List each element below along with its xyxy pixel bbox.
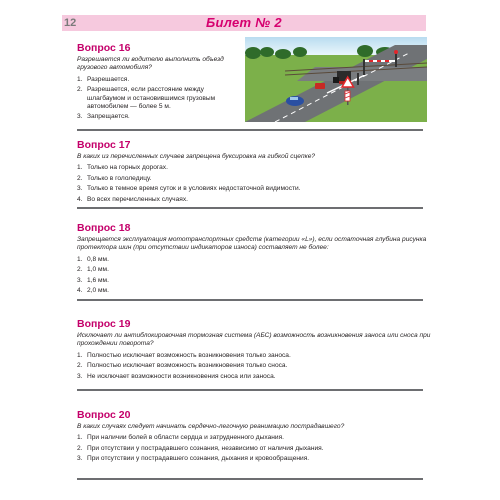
answer-option[interactable]: 2. 1,0 мм. xyxy=(77,266,109,274)
question-19 xyxy=(77,318,432,383)
answer-option[interactable]: 1. 0,8 мм. xyxy=(77,255,109,263)
page-number: 12 xyxy=(64,17,77,29)
answer-option[interactable]: 1. Разрешается. xyxy=(77,75,130,83)
divider-line xyxy=(77,207,423,209)
answer-option[interactable]: 2. Полностью исключает возможность возникновения только сноса. xyxy=(77,362,288,370)
divider-line xyxy=(77,478,423,480)
question-text: Исключает ли антиблокировочная тормозная система (АБС) возможность возникновения заноса или сноса при прохождении поворота? xyxy=(77,332,431,348)
question-title: Вопрос 16 xyxy=(77,42,131,54)
question-title: Вопрос 18 xyxy=(77,222,131,234)
question-text: Разрешается ли водителю выполнить объезд грузового автомобиля? xyxy=(77,56,224,72)
question-18 xyxy=(77,222,432,297)
answer-option[interactable]: 3. Не исключает возможности возникновения сноса или заноса. xyxy=(77,372,276,380)
question-text: В каких случаях следует начинать сердечно-легочную реанимацию пострадавшего? xyxy=(77,423,345,430)
answer-list xyxy=(77,76,242,122)
answer-option[interactable]: 2. Разрешается, если расстояние между шлагбаумом и остановившимся грузовым автомобилем — более 5 м. xyxy=(77,86,216,111)
answer-option[interactable]: 3. 1,6 мм. xyxy=(77,276,109,284)
answer-list xyxy=(77,434,432,463)
question-16 xyxy=(77,42,242,124)
answer-list xyxy=(77,256,432,296)
divider-line xyxy=(77,299,423,301)
answer-option[interactable]: 3. Только в темное время суток и в условиях недостаточной видимости. xyxy=(77,185,301,193)
question-17 xyxy=(77,139,432,206)
answer-list xyxy=(77,164,432,204)
answer-option[interactable]: 1. Полностью исключает возможность возникновения только заноса. xyxy=(77,351,291,359)
railway-crossing-illustration xyxy=(245,37,427,122)
question-title: Вопрос 20 xyxy=(77,409,131,421)
question-text: В каких из перечисленных случаев запрещена буксировка на гибкой сцепке? xyxy=(77,153,316,160)
answer-list xyxy=(77,352,432,381)
answer-option[interactable]: 4. Во всех перечисленных случаях. xyxy=(77,195,188,203)
answer-option[interactable]: 2. При отсутствии у пострадавшего сознания, независимо от наличия дыхания. xyxy=(77,444,324,452)
question-text: Запрещается эксплуатация мототранспортных средств (категории «L»), если остаточная глубина рисунка протектора шин (при отсутствии индикаторов износа) составляет не более: xyxy=(77,236,427,252)
answer-option[interactable]: 4. 2,0 мм. xyxy=(77,287,109,295)
answer-option[interactable]: 1. При наличии болей в области сердца и затрудненного дыхания. xyxy=(77,434,284,442)
answer-option[interactable]: 1. Только на горных дорогах. xyxy=(77,164,168,172)
question-title: Вопрос 19 xyxy=(77,318,131,330)
question-title: Вопрос 17 xyxy=(77,139,131,151)
divider-line xyxy=(77,389,423,391)
question-20 xyxy=(77,409,432,466)
divider-line xyxy=(77,129,423,131)
answer-option[interactable]: 3. Запрещается. xyxy=(77,113,130,121)
ticket-title: Билет № 2 xyxy=(206,15,282,30)
answer-option[interactable]: 2. Только в гололедицу. xyxy=(77,174,152,182)
crossing-scene-image xyxy=(245,37,427,122)
answer-option[interactable]: 3. При отсутствии у пострадавшего сознания, дыхания и кровообращения. xyxy=(77,455,310,463)
